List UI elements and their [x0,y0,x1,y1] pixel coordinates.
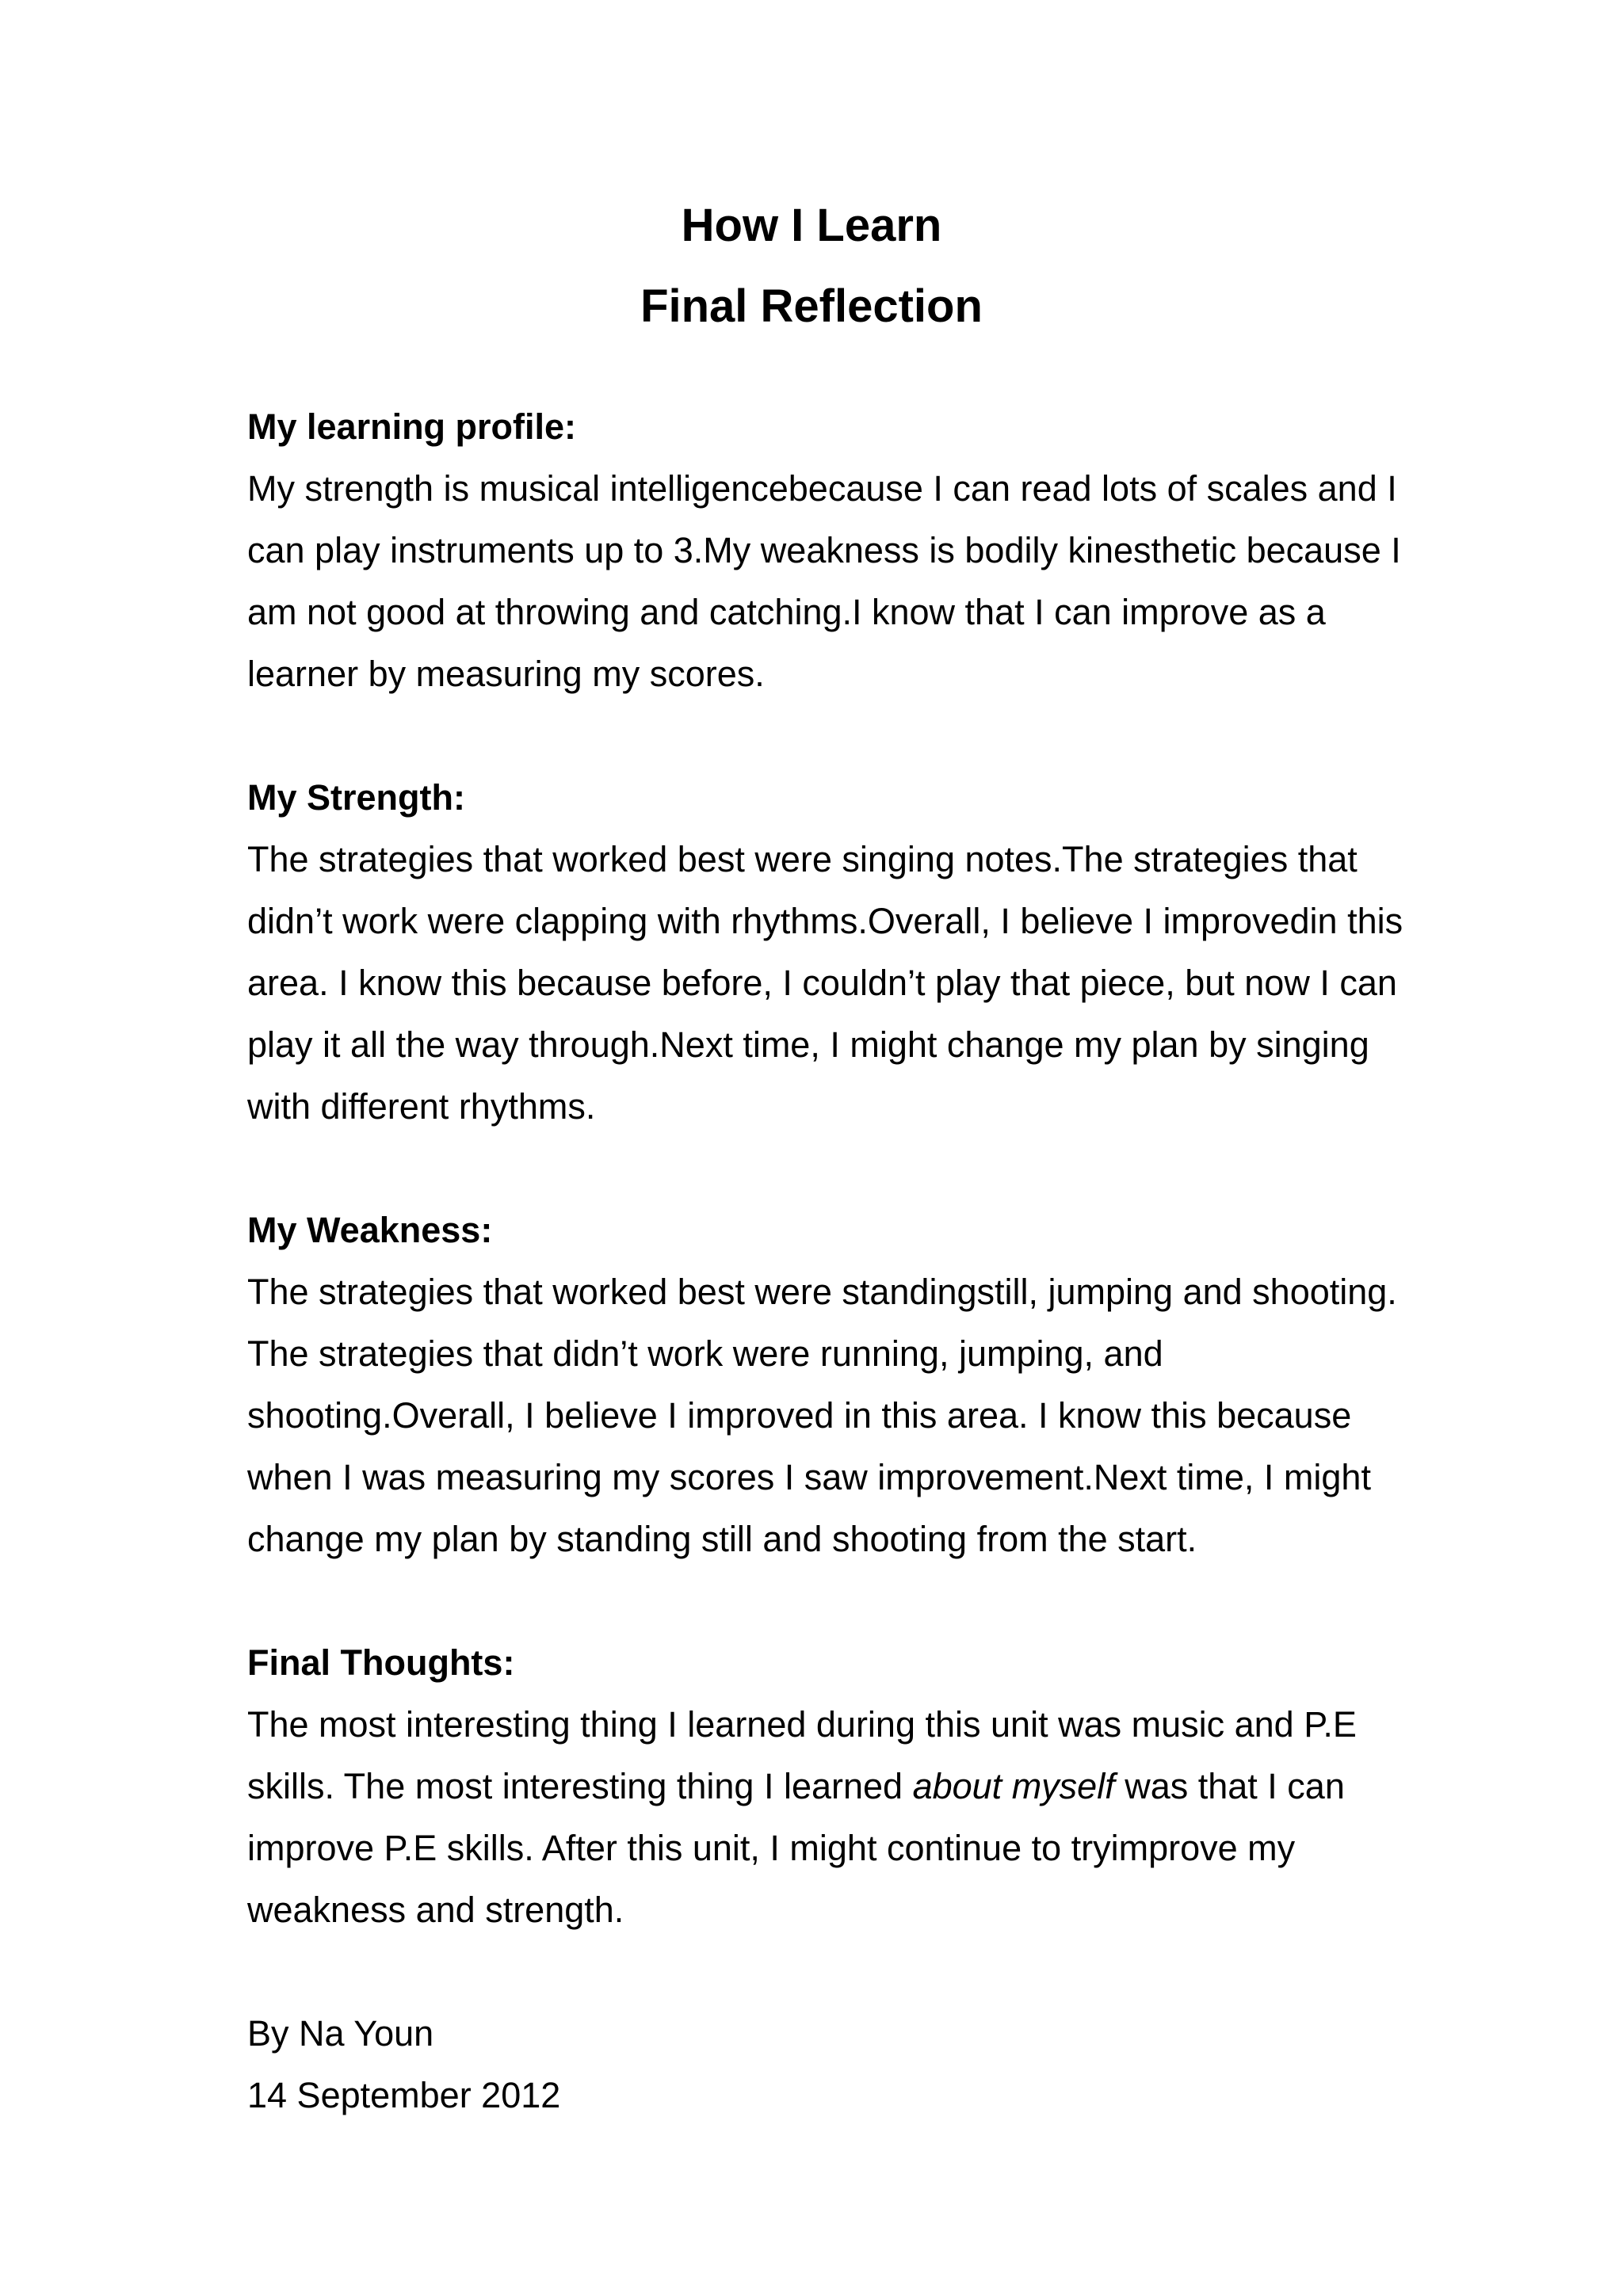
section-heading: Final Thoughts: [247,1642,515,1683]
signature-block [247,2003,1404,2126]
document-title [0,185,1623,347]
title-line-1: How I Learn [681,200,942,251]
paragraph-text: was that I can improve P.E skills. After this unit, I might continue to tryimprove my weakness and strength. [247,1766,1345,1930]
section-my-weakness [247,1199,1404,1570]
section-final-thoughts [247,1632,1404,1941]
emphasized-text: about myself [912,1766,1115,1806]
document-body [247,396,1404,2126]
section-paragraph: The strategies that didn’t work were running, jumping, and shooting.Overall, I believe I improved in this area. I know this because when I was measuring my scores I saw improvement.Next time, I might change my plan by standing still and shooting from the start. [247,1333,1371,1559]
section-heading: My Strength: [247,777,465,818]
title-line-2: Final Reflection [640,280,983,332]
section-paragraph: The strategies that worked best were standingstill, jumping and shooting. [247,1272,1397,1312]
section-heading: My learning profile: [247,406,577,447]
date-line: 14 September 2012 [247,2075,561,2115]
section-my-strength [247,767,1404,1138]
section-heading: My Weakness: [247,1210,493,1250]
section-paragraph [247,1694,1404,1941]
section-paragraph: My strength is musical intelligencebecause I can read lots of scales and I can play instruments up to 3.My weakness is bodily kinesthetic because I am not good at throwing and catching.I know that I can improve as a learner by measuring my scores. [247,468,1401,694]
author-line: By Na Youn [247,2013,434,2054]
section-learning-profile [247,396,1404,705]
paragraph-text: The most interesting thing I learned during this unit was music and P.E skills. The most interesting thing I learned [247,1704,1357,1806]
section-paragraph: The strategies that worked best were singing notes.The strategies that didn’t work were clapping with rhythms.Overall, I believe I improvedin this area. I know this because before, I couldn’t play that piece, but now I can play it all the way through.Next time, I might change my plan by singing with different rhythms. [247,839,1403,1127]
